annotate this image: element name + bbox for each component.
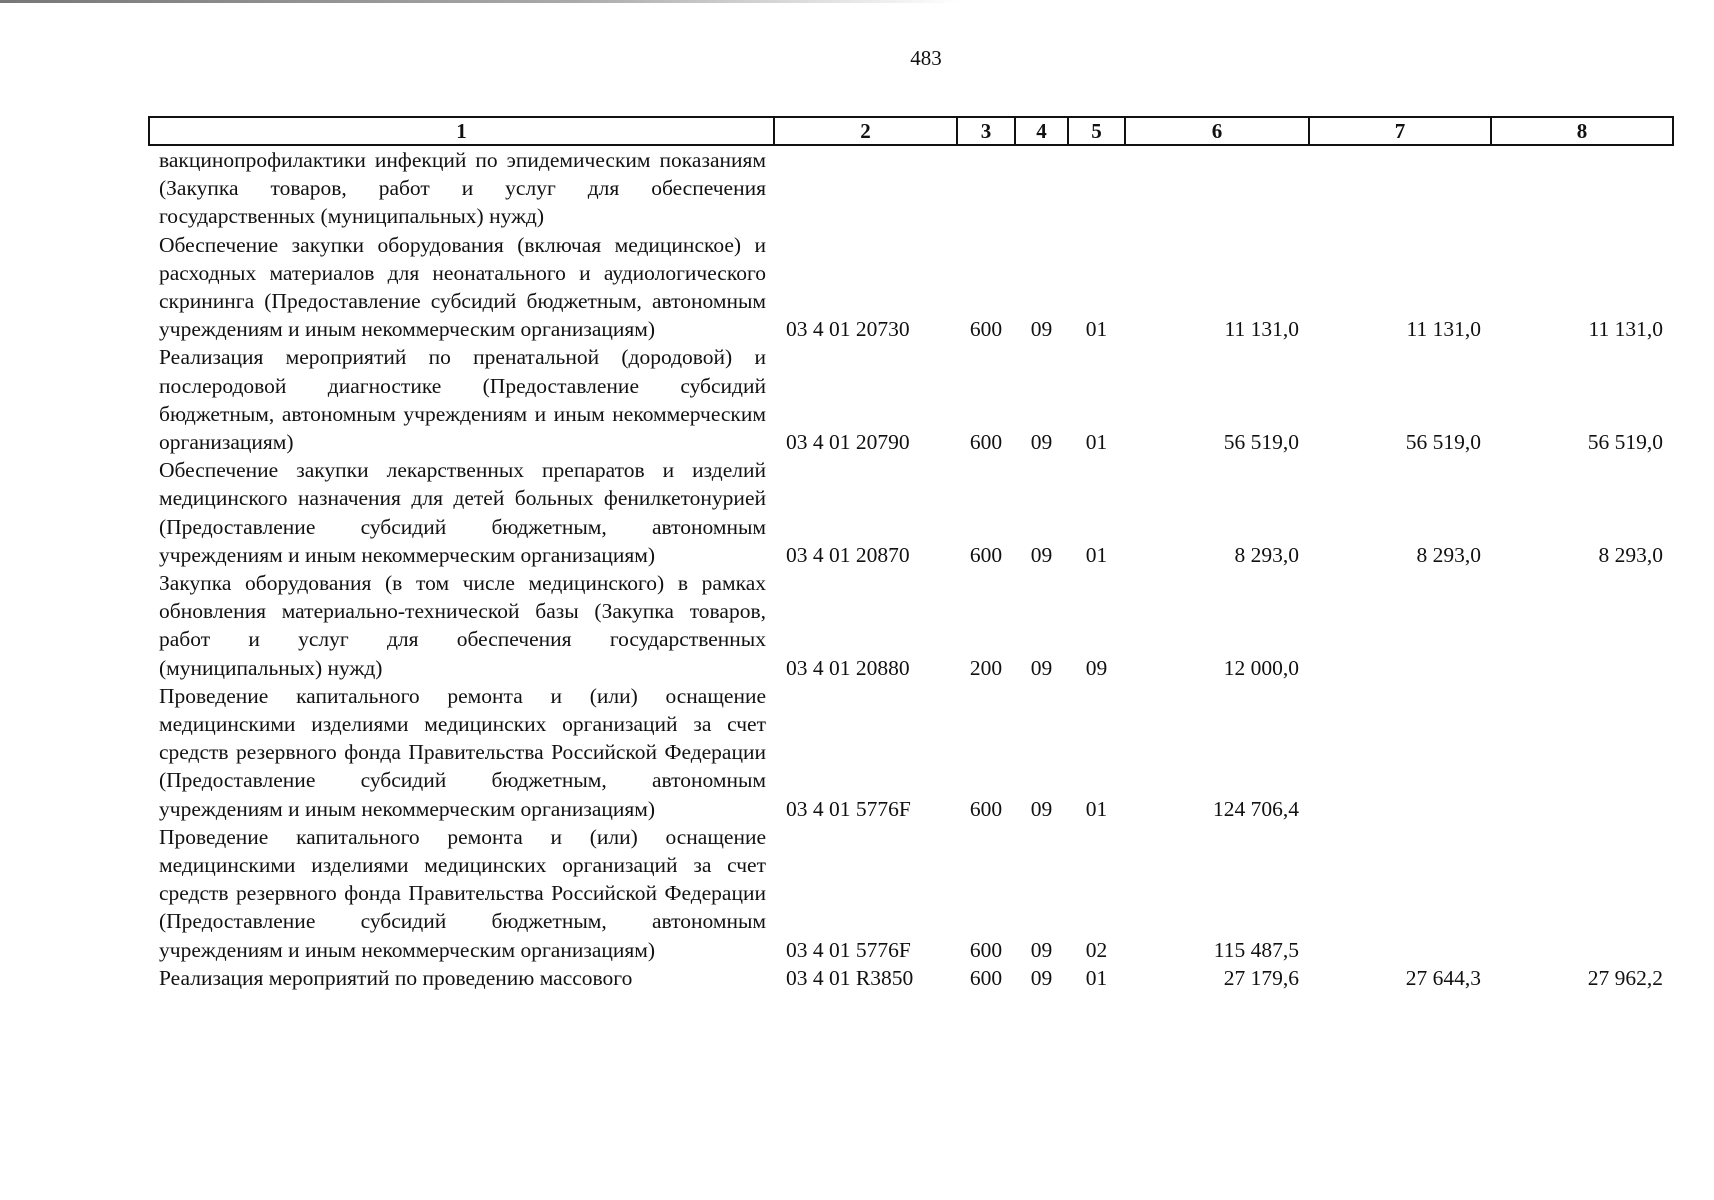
row-amount-col8: 56 519,0 — [1587, 430, 1663, 455]
row-description: Проведение капитального ремонта и (или) оснащение медицинскими изделиями медицинских организаций за счет средств резервного фонда Правительства Российской Федерации (Предоставление субсидий бюджетным, автономным учреждениям и иным некоммерческим организациям) — [159, 683, 766, 821]
row-description: вакцинопрофилактики инфекций по эпидемическим показаниям (Закупка товаров, работ и услуг для обеспечения государственных (муниципальных) нужд) — [159, 148, 766, 229]
row-subsection: 09 — [1085, 655, 1108, 680]
row-section: 09 — [1030, 430, 1053, 455]
row-subsection: 01 — [1085, 317, 1108, 342]
row-target-code: 03 4 01 20870 — [786, 542, 910, 567]
row-target-code: 03 4 01 5776F — [786, 937, 911, 962]
row-target-code: 03 4 01 5776F — [786, 796, 911, 821]
row-expense-type: 200 — [969, 655, 1003, 680]
row-section — [1015, 145, 1068, 231]
row-description: Реализация мероприятий по пренатальной (дородовой) и послеродовой диагностике (Предоставление субсидий бюджетным, автономным учреждениям и иным некоммерческим организациям) — [159, 345, 766, 455]
row-description: Обеспечение закупки оборудования (включая медицинское) и расходных материалов для неонатального и аудиологического скрининга (Предоставление субсидий бюджетным, автономным учреждениям и иным некоммерческим организациям) — [159, 232, 766, 342]
row-amount-col6: 124 706,4 — [1213, 796, 1299, 821]
table-row — [149, 231, 1673, 344]
row-expense-type — [957, 145, 1015, 231]
row-description: Реализация мероприятий по проведению массового — [159, 965, 633, 990]
row-amount-col6: 115 487,5 — [1213, 937, 1299, 962]
table-row — [149, 569, 1673, 682]
table-row — [149, 964, 1673, 992]
row-amount-col8: 8 293,0 — [1598, 542, 1663, 567]
row-amount-col7 — [1309, 682, 1491, 823]
row-amount-col7 — [1309, 569, 1491, 682]
row-description: Закупка оборудования (в том числе медицинского) в рамках обновления материально-технической базы (Закупка товаров, работ и услуг для обеспечения государственных (муниципальных) нужд) — [159, 571, 766, 680]
row-amount-col6: 11 131,0 — [1224, 317, 1299, 342]
column-header-1: 1 — [149, 117, 774, 145]
row-expense-type: 600 — [969, 965, 1003, 990]
row-section: 09 — [1030, 542, 1053, 567]
row-amount-col6: 27 179,6 — [1223, 965, 1299, 990]
column-header-6: 6 — [1125, 117, 1309, 145]
row-target-code: 03 4 01 20880 — [786, 655, 910, 680]
row-section: 09 — [1030, 317, 1053, 342]
row-subsection: 01 — [1085, 542, 1108, 567]
column-header-8: 8 — [1491, 117, 1673, 145]
table-header-row — [149, 117, 1673, 145]
row-subsection: 01 — [1085, 965, 1108, 990]
row-subsection: 02 — [1085, 937, 1108, 962]
row-subsection: 01 — [1085, 796, 1108, 821]
row-amount-col8 — [1491, 682, 1673, 823]
row-amount-col6: 8 293,0 — [1234, 542, 1299, 567]
column-header-3: 3 — [957, 117, 1015, 145]
page-number: 483 — [910, 46, 942, 70]
table-row — [149, 456, 1673, 569]
row-expense-type: 600 — [969, 937, 1003, 962]
row-target-code — [774, 145, 957, 231]
table-row — [149, 682, 1673, 823]
row-amount-col8 — [1491, 823, 1673, 964]
row-section: 09 — [1030, 937, 1053, 962]
row-expense-type: 600 — [969, 430, 1003, 455]
row-target-code: 03 4 01 R3850 — [786, 965, 914, 990]
table-row — [149, 343, 1673, 456]
table-row — [149, 823, 1673, 964]
row-amount-col7: 56 519,0 — [1405, 430, 1481, 455]
row-amount-col6: 12 000,0 — [1223, 655, 1299, 680]
row-expense-type: 600 — [969, 317, 1003, 342]
row-description: Обеспечение закупки лекарственных препаратов и изделий медицинского назначения для детей больных фенилкетонурией (Предоставление субсидий бюджетным, автономным учреждениям и иным некоммерческим организациям) — [159, 458, 766, 567]
row-amount-col6 — [1125, 145, 1309, 231]
row-section: 09 — [1030, 965, 1053, 990]
row-amount-col7: 11 131,0 — [1406, 317, 1481, 342]
table-row — [149, 145, 1673, 231]
column-header-2: 2 — [774, 117, 957, 145]
row-amount-col7: 8 293,0 — [1416, 542, 1481, 567]
row-expense-type: 600 — [969, 796, 1003, 821]
scan-edge-line — [0, 0, 960, 3]
column-header-5: 5 — [1068, 117, 1125, 145]
row-description: Проведение капитального ремонта и (или) оснащение медицинскими изделиями медицинских организаций за счет средств резервного фонда Правительства Российской Федерации (Предоставление субсидий бюджетным, автономным учреждениям и иным некоммерческим организациям) — [159, 824, 766, 962]
row-subsection: 01 — [1085, 430, 1108, 455]
row-subsection — [1068, 145, 1125, 231]
row-target-code: 03 4 01 20790 — [786, 430, 910, 455]
row-amount-col8 — [1491, 569, 1673, 682]
row-section: 09 — [1030, 655, 1053, 680]
row-target-code: 03 4 01 20730 — [786, 317, 910, 342]
row-amount-col7 — [1309, 145, 1491, 231]
row-amount-col8 — [1491, 145, 1673, 231]
budget-table — [148, 116, 1674, 992]
column-header-4: 4 — [1015, 117, 1068, 145]
row-amount-col7: 27 644,3 — [1405, 965, 1481, 990]
row-amount-col7 — [1309, 823, 1491, 964]
row-expense-type: 600 — [969, 542, 1003, 567]
row-section: 09 — [1030, 796, 1053, 821]
row-amount-col6: 56 519,0 — [1223, 430, 1299, 455]
row-amount-col8: 11 131,0 — [1588, 317, 1663, 342]
column-header-7: 7 — [1309, 117, 1491, 145]
row-amount-col8: 27 962,2 — [1587, 965, 1663, 990]
